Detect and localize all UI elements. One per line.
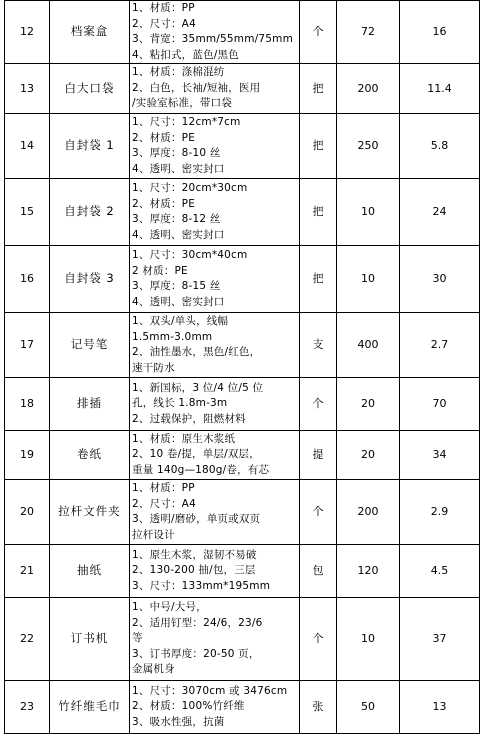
table-row — [5, 114, 480, 179]
spec-line: 1、原生木浆，湿韧不易破 — [132, 548, 257, 561]
item-quantity: 10 — [337, 246, 400, 313]
spec-line: 4、透明、密实封口 — [132, 295, 225, 308]
item-quantity: 10 — [337, 598, 400, 681]
item-unit: 把 — [300, 179, 337, 246]
table-body — [5, 1, 480, 734]
spec-line: 4、粘扣式，蓝色/黑色 — [132, 48, 239, 61]
item-unit: 提 — [300, 431, 337, 480]
item-price: 34 — [400, 431, 480, 480]
spec-line: 2、尺寸：A4 — [132, 17, 196, 30]
spec-line: 3、吸水性强，抗菌 — [132, 715, 225, 728]
spec-line: 2、材质：100%竹纤维 — [132, 700, 245, 713]
spec-line: /实验室标准，带口袋 — [132, 97, 233, 110]
table-row — [5, 179, 480, 246]
table-row — [5, 246, 480, 313]
row-number: 23 — [5, 681, 50, 734]
item-name: 竹纤维毛巾 — [50, 681, 130, 734]
item-quantity: 120 — [337, 545, 400, 598]
item-price: 70 — [400, 378, 480, 431]
item-price: 11.4 — [400, 64, 480, 114]
row-number: 19 — [5, 431, 50, 480]
spec-line: 4、透明、密实封口 — [132, 228, 225, 241]
item-spec — [130, 246, 300, 313]
item-name: 排插 — [50, 378, 130, 431]
spec-line: 1、尺寸：30cm*40cm — [132, 249, 248, 261]
table-row — [5, 313, 480, 378]
row-number: 21 — [5, 545, 50, 598]
spec-line: 重量 140g—180g/卷，有芯 — [132, 463, 270, 476]
row-number: 20 — [5, 480, 50, 545]
row-number: 15 — [5, 179, 50, 246]
spec-line: 3、厚度：8-12 丝 — [132, 213, 221, 225]
item-unit: 支 — [300, 313, 337, 378]
item-price: 4.5 — [400, 545, 480, 598]
item-price: 30 — [400, 246, 480, 313]
spec-line: 3、厚度：8-10 丝 — [132, 147, 221, 159]
table-row — [5, 431, 480, 480]
item-spec — [130, 480, 300, 545]
row-number: 12 — [5, 1, 50, 64]
spec-line: 3、订书厚度：20-50 页， — [132, 647, 260, 660]
item-price: 37 — [400, 598, 480, 681]
spec-line: 2、油性墨水，黑色/红色， — [132, 346, 261, 358]
table-row — [5, 1, 480, 64]
item-name: 记号笔 — [50, 313, 130, 378]
item-spec — [130, 1, 300, 64]
product-table — [4, 0, 480, 734]
item-spec — [130, 179, 300, 246]
table-row — [5, 378, 480, 431]
row-number: 16 — [5, 246, 50, 313]
item-unit: 个 — [300, 480, 337, 545]
spec-line: 拉杆设计 — [132, 528, 175, 541]
row-number: 22 — [5, 598, 50, 681]
row-number: 14 — [5, 114, 50, 179]
item-spec — [130, 681, 300, 734]
table-row — [5, 480, 480, 545]
item-price: 5.8 — [400, 114, 480, 179]
item-name: 拉杆文件夹 — [50, 480, 130, 545]
item-spec — [130, 114, 300, 179]
item-quantity: 400 — [337, 313, 400, 378]
spec-line: 3、厚度：8-15 丝 — [132, 280, 221, 292]
spec-line: 2、材质：PE — [132, 197, 196, 210]
table-row — [5, 598, 480, 681]
item-name: 订书机 — [50, 598, 130, 681]
spec-line: 2、白色，长袖/短袖，医用 — [132, 81, 261, 94]
spec-line: 1、材质：PP — [132, 2, 195, 14]
item-quantity: 72 — [337, 1, 400, 64]
item-price: 2.7 — [400, 313, 480, 378]
item-unit: 把 — [300, 114, 337, 179]
item-quantity: 200 — [337, 480, 400, 545]
table-row — [5, 545, 480, 598]
item-spec — [130, 64, 300, 114]
item-price: 16 — [400, 1, 480, 64]
item-unit: 个 — [300, 598, 337, 681]
spec-line: 1、新国标，3 位/4 位/5 位 — [132, 381, 264, 394]
item-quantity: 200 — [337, 64, 400, 114]
spec-line: 2、材质：PE — [132, 131, 196, 144]
row-number: 13 — [5, 64, 50, 114]
item-quantity: 20 — [337, 378, 400, 431]
spec-line: 1、中号/大号， — [132, 601, 207, 614]
item-unit: 个 — [300, 1, 337, 64]
item-unit: 个 — [300, 378, 337, 431]
item-price: 2.9 — [400, 480, 480, 545]
spec-line: 孔，线长 1.8m-3m — [132, 397, 228, 410]
spec-line: 3、透明/磨砂，单页或双页 — [132, 513, 261, 525]
spec-line: 2、10 卷/提，单层/双层， — [132, 448, 260, 461]
table-row — [5, 64, 480, 114]
spec-line: 2、过载保护，阻燃材料 — [132, 412, 246, 425]
table-row — [5, 681, 480, 734]
spec-line: 2 材质：PE — [132, 264, 188, 277]
spec-line: 速干防水 — [132, 361, 175, 374]
item-name: 卷纸 — [50, 431, 130, 480]
spec-line: 1、材质：PP — [132, 482, 195, 494]
item-unit: 包 — [300, 545, 337, 598]
item-spec — [130, 545, 300, 598]
item-name: 自封袋 2 — [50, 179, 130, 246]
row-number: 17 — [5, 313, 50, 378]
spec-line: 等 — [132, 632, 143, 645]
spec-line: 1、材质：涤棉混纺 — [132, 66, 225, 79]
item-unit: 把 — [300, 246, 337, 313]
item-price: 24 — [400, 179, 480, 246]
item-quantity: 250 — [337, 114, 400, 179]
item-name: 抽纸 — [50, 545, 130, 598]
spec-line: 4、透明、密实封口 — [132, 162, 225, 175]
item-spec — [130, 313, 300, 378]
item-quantity: 10 — [337, 179, 400, 246]
item-name: 档案盒 — [50, 1, 130, 64]
spec-line: 1、尺寸：12cm*7cm — [132, 116, 241, 128]
spec-line: 1、双头/单头，线幅 — [132, 315, 229, 327]
spec-line: 3、尺寸：133mm*195mm — [132, 579, 271, 592]
spec-line: 3、背宽：35mm/55mm/75mm — [132, 33, 294, 45]
item-quantity: 20 — [337, 431, 400, 480]
spec-line: 1.5mm-3.0mm — [132, 330, 213, 343]
item-price: 13 — [400, 681, 480, 734]
item-name: 自封袋 3 — [50, 246, 130, 313]
spec-line: 2、130-200 抽/包，三层 — [132, 564, 256, 577]
spec-line: 1、尺寸：3070cm 或 3476cm — [132, 684, 288, 697]
item-spec — [130, 378, 300, 431]
item-unit: 张 — [300, 681, 337, 734]
item-spec — [130, 431, 300, 480]
spec-line: 1、尺寸：20cm*30cm — [132, 182, 248, 194]
spec-line: 金属机身 — [132, 663, 175, 676]
spec-line: 2、适用钉型：24/6，23/6 — [132, 616, 263, 629]
item-name: 自封袋 1 — [50, 114, 130, 179]
spec-line: 1、材质：原生木浆纸 — [132, 432, 236, 445]
item-name: 白大口袋 — [50, 64, 130, 114]
item-quantity: 50 — [337, 681, 400, 734]
item-unit: 把 — [300, 64, 337, 114]
row-number: 18 — [5, 378, 50, 431]
item-spec — [130, 598, 300, 681]
spec-line: 2、尺寸：A4 — [132, 497, 196, 510]
